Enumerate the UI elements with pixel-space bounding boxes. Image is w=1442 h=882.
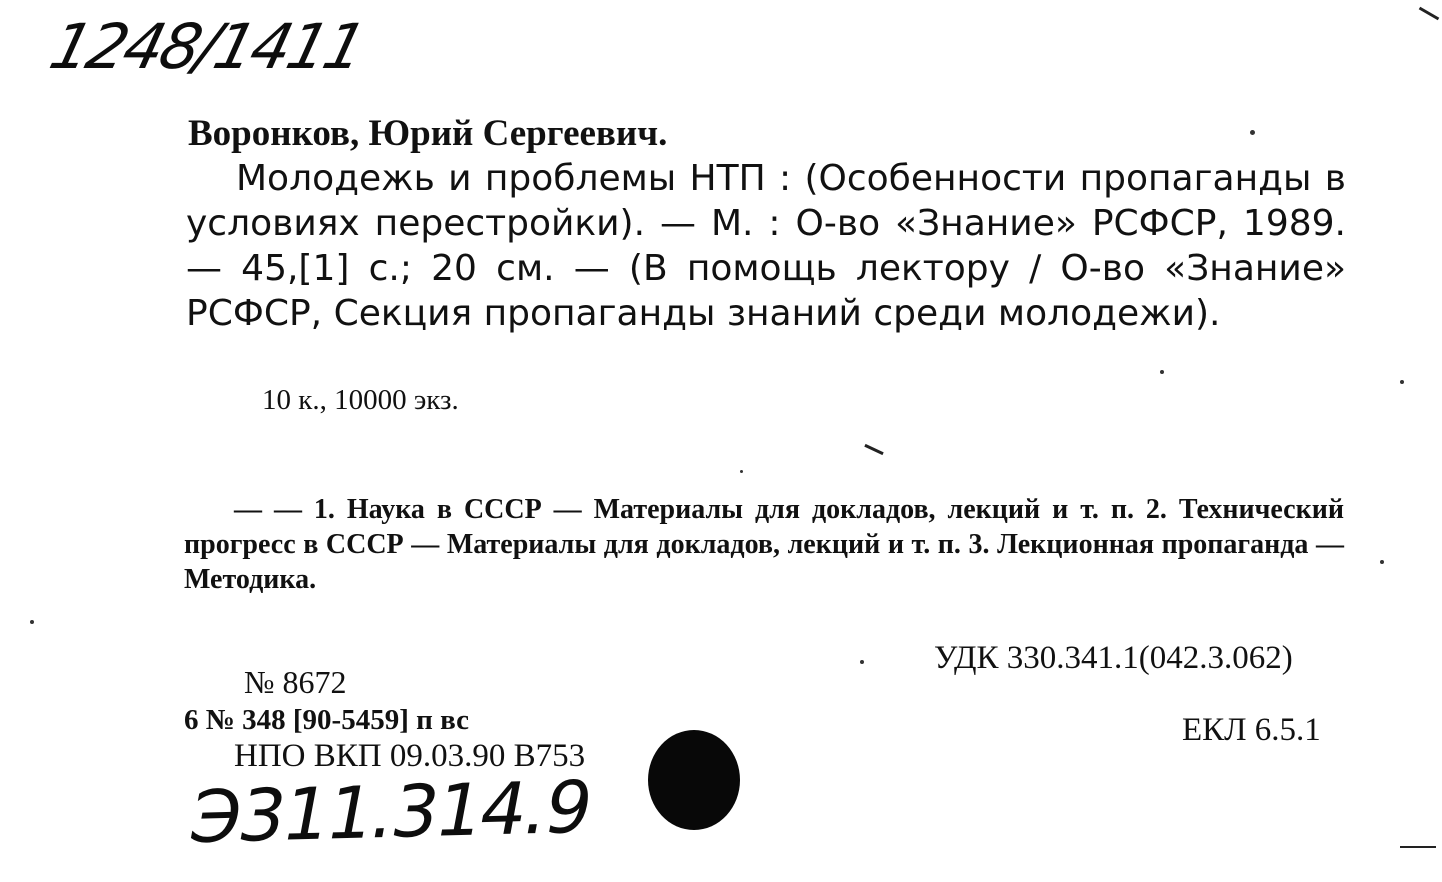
scan-speck xyxy=(860,660,864,664)
handwritten-shelf-mark: 1248/1411 xyxy=(42,10,371,83)
udk-code: УДК 330.341.1(042.3.062) xyxy=(934,640,1293,676)
scan-scratch xyxy=(864,444,883,455)
printer-imprint: НПО ВКП 09.03.90 В753 xyxy=(234,738,586,774)
price-and-copies: 10 к., 10000 экз. xyxy=(262,384,459,416)
scan-speck xyxy=(1380,560,1384,564)
scan-speck xyxy=(1400,380,1404,384)
scan-scratch xyxy=(1400,846,1436,848)
ekl-code: ЕКЛ 6.5.1 xyxy=(1182,712,1321,748)
handwritten-classification-mark: Э311.314.9 xyxy=(183,764,598,860)
punch-hole xyxy=(648,730,740,830)
scan-speck xyxy=(1160,370,1164,374)
scan-scratch xyxy=(1419,7,1440,21)
bibliographic-description: Молодежь и проблемы НТП : (Особенности пропаганды в условиях перестройки). — М. : О-во «Знание» РСФСР, 1989. — 45,[1] с.; 20 см. — (В помощь лектору / О-во «Знание» РСФСР, Секция пропаганды знаний среди молодежи). xyxy=(186,158,1346,334)
scan-speck xyxy=(1250,130,1255,135)
author-heading: Воронков, Юрий Сергеевич. xyxy=(188,113,668,154)
subject-headings: — — 1. Наука в СССР — Материалы для докладов, лекций и т. п. 2. Технический прогресс в СССР — Материалы для докладов, лекций и т. п. 3. Лекционная пропаганда — Методика. xyxy=(184,494,1344,595)
scan-speck xyxy=(30,620,34,624)
card-number: № 8672 xyxy=(244,664,347,700)
scan-speck xyxy=(740,470,743,473)
order-info: 6 № 348 [90-5459] п вс xyxy=(184,704,469,736)
